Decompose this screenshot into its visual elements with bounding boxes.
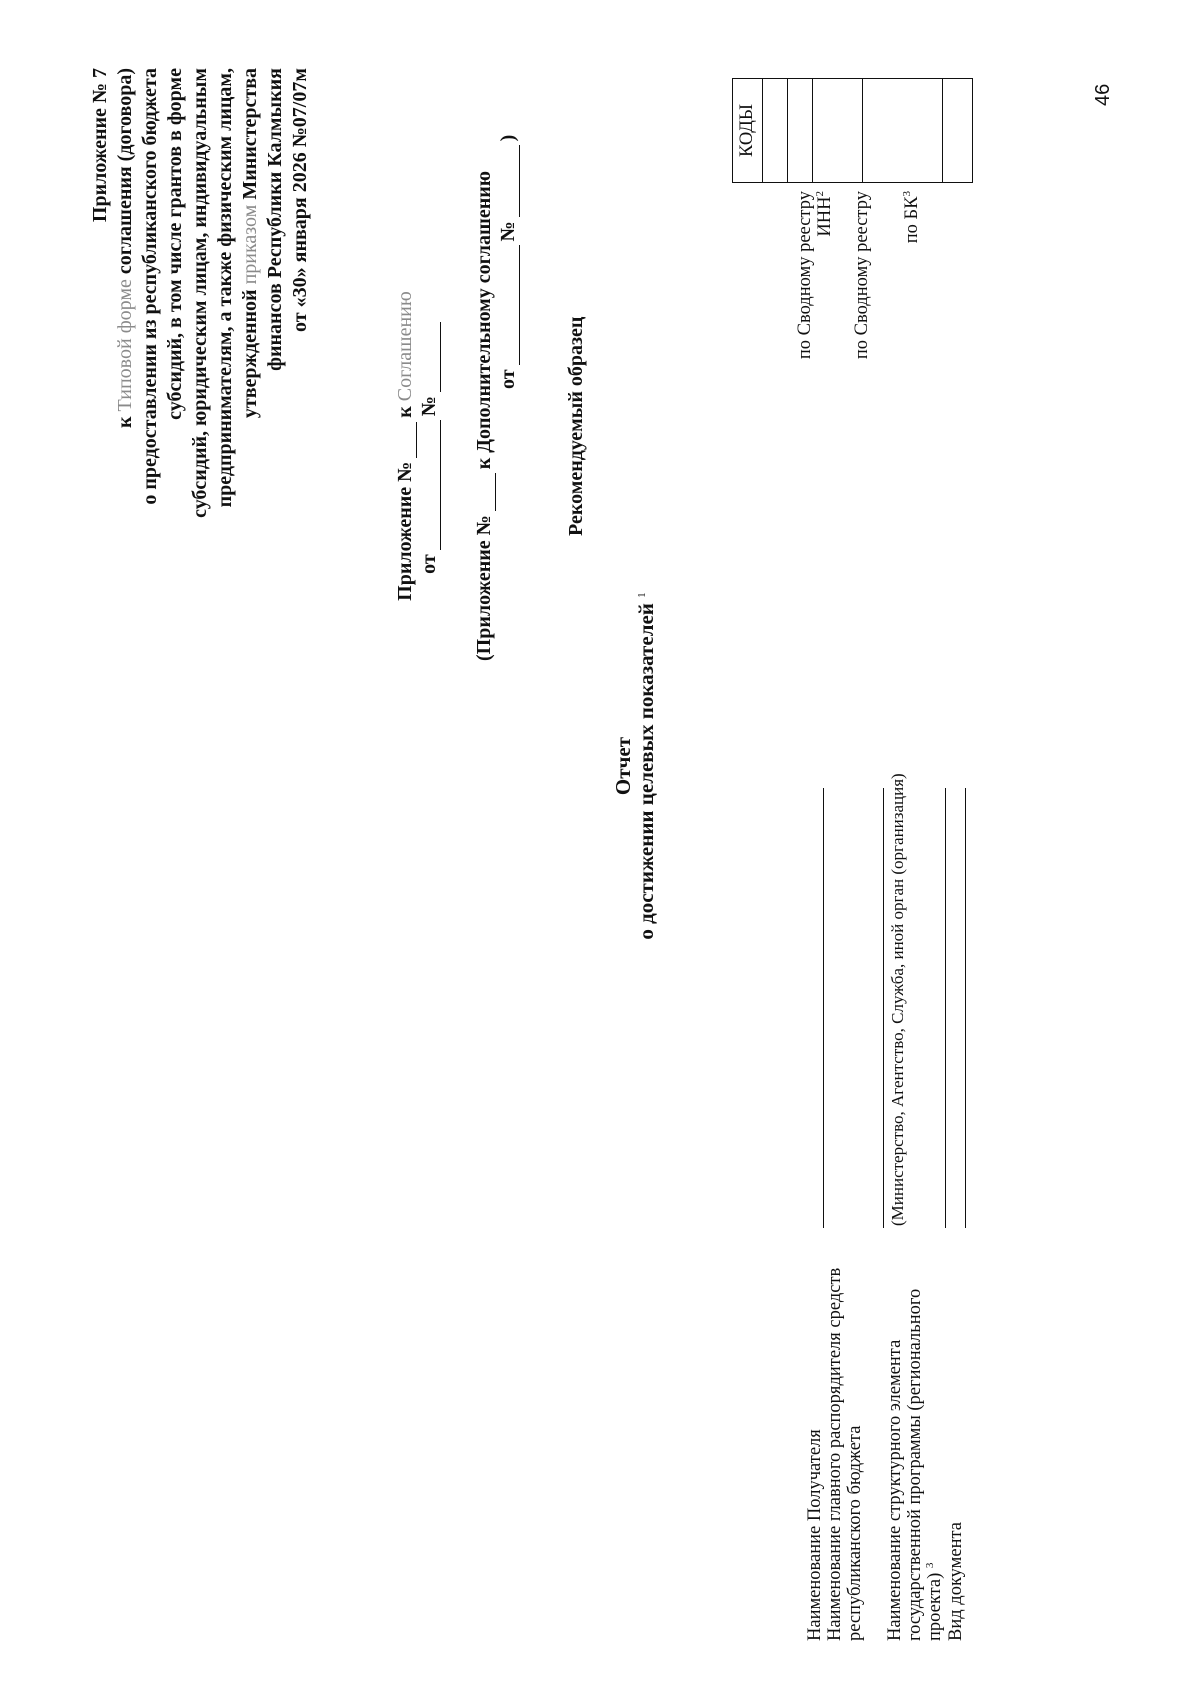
standard-form-link[interactable]: Типовой форме [114,279,136,412]
recommended-sample-label: Рекомендуемый образец [565,316,587,536]
additional-agreement-block [472,101,520,661]
code-cell-bk[interactable] [863,79,943,183]
header-line: субсидий, юридическим лицам, индивидуальным [189,68,211,518]
doc-type-field[interactable] [945,788,946,1228]
header-line [113,68,138,628]
appendix-number-blank [399,422,417,458]
title-line [635,436,658,1096]
header-line: предпринимателям, а также физическим лицам, [214,68,236,508]
number-label: № [497,221,519,242]
additional-open-label: (Приложение № [473,515,495,661]
title-line: Отчет [611,736,635,796]
header-line: Приложение № 7 [89,68,111,223]
appendix-label: Приложение № [394,461,416,601]
code-label-registry: по Сводному реестру [795,191,815,360]
footnote-mark: 3 [900,191,913,197]
appendix-header [88,68,313,628]
ministry-caption: (Министерство, Агентство, Служба, иной орган (организация) [888,773,907,1226]
codes-header: КОДЫ [733,79,763,183]
appendix-to: к [394,406,416,418]
date-blank [423,420,441,550]
from-label: от [497,369,519,389]
number-blank [502,145,520,217]
main-manager-label: Наименование главного распорядителя средств республиканского бюджета [825,1267,865,1641]
code-label-bk [902,191,922,436]
close-paren: ) [497,134,519,142]
header-text: Министерства [239,68,261,205]
structural-element-field[interactable] [883,788,884,1228]
code-cell-registry-2[interactable] [813,79,863,183]
footnote-mark: 3 [923,1562,936,1569]
header-text: к [114,411,136,428]
report-title [612,436,658,1096]
extra-field[interactable] [965,788,966,1228]
number-blank [423,322,441,392]
code-cell-registry[interactable] [763,79,788,183]
number-label: № [418,396,440,417]
code-cell-doc-type[interactable] [943,79,973,183]
from-label: от [418,554,440,574]
recipient-label: Наименование Получателя [805,1429,825,1641]
main-manager-field[interactable] [823,788,824,1228]
header-line: о предоставлении из республиканского бюджета [139,68,161,505]
additional-to-label: к Дополнительному соглашению [473,170,495,470]
header-text: соглашения (договора) [114,68,136,280]
page-number: 46 [1092,83,1114,106]
footnote-mark: 2 [813,191,826,197]
title-text: о достижении целевых показателей [634,603,658,940]
header-text: утвержденной [239,284,261,419]
codes-table [732,78,973,183]
date-blank [502,245,520,365]
code-cell-inn[interactable] [788,79,813,183]
structural-element-label [885,1231,945,1641]
structural-element-text: Наименование структурного элемента государственной программы (регионального проекта) [885,1288,945,1641]
code-label-inn [815,191,835,436]
header-line [238,68,263,628]
bk-text: по БК [902,196,922,244]
additional-number-blank [478,473,496,511]
header-line: субсидий, в том числе грантов в форме [164,68,186,420]
doc-type-label: Вид документа [946,1521,966,1641]
agreement-appendix-block [393,286,441,606]
footnote-mark: 1 [636,592,648,598]
header-line: финансов Республики Калмыкия [264,68,286,371]
inn-text: ИНН [815,196,835,237]
order-link[interactable]: приказом [239,204,261,285]
code-label-registry-2: по Сводному реестру [852,191,872,360]
header-line: от «30» января 2026 №07/07м [289,68,311,332]
agreement-link[interactable]: Соглашению [394,291,416,402]
